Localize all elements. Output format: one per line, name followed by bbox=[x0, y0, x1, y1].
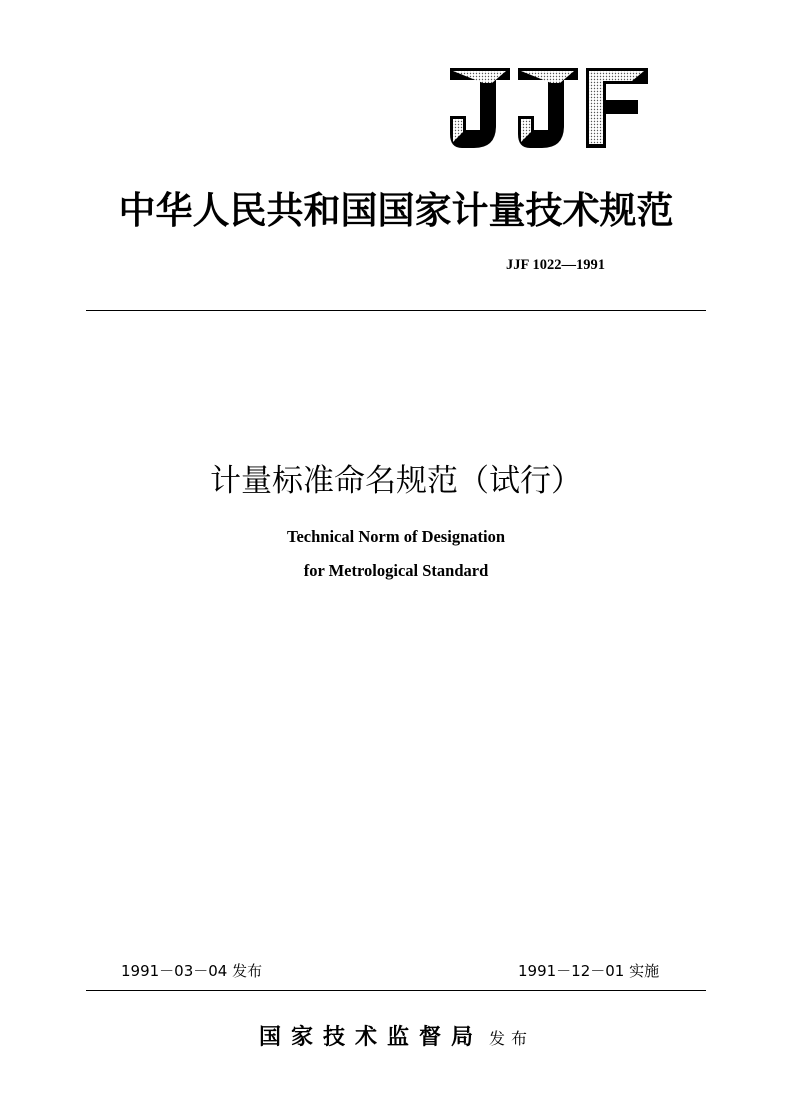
standard-code: JJF 1022—1991 bbox=[506, 257, 605, 273]
document-title-cn: 计量标准命名规范（试行） bbox=[210, 463, 582, 499]
issue-date: 1991－03－04 发布 bbox=[121, 962, 263, 980]
standard-series-title: 中华人民共和国国家计量技术规范 bbox=[118, 188, 674, 232]
jjf-logo bbox=[448, 66, 650, 150]
logo-letter-j1 bbox=[450, 68, 510, 148]
issuer-suffix: 发布 bbox=[489, 1029, 534, 1048]
issuer-name: 国家技术监督局 bbox=[258, 1024, 483, 1050]
logo-letter-f bbox=[586, 68, 648, 148]
logo-letter-j2 bbox=[518, 68, 578, 148]
document-title-en-line2: for Metrological Standard bbox=[303, 561, 489, 580]
bottom-divider bbox=[86, 990, 706, 991]
issuer-line bbox=[0, 1020, 792, 1051]
document-title-en-line1: Technical Norm of Designation bbox=[286, 527, 505, 546]
logo-text bbox=[650, 66, 651, 67]
jjf-logo-graphic bbox=[448, 66, 650, 150]
implementation-date: 1991－12－01 实施 bbox=[518, 962, 660, 980]
top-divider bbox=[86, 310, 706, 311]
